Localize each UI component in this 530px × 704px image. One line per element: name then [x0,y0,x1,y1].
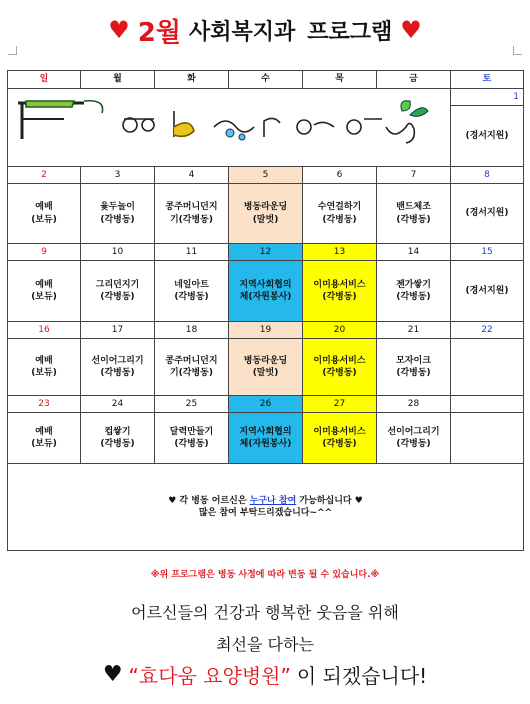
program-cell: 이미용서비스 (각병동) [303,413,377,464]
program-cell: 예배 (보듀) [8,184,81,244]
program-cell: 젠가쌓기 (각병동) [377,261,451,322]
date-cell [451,396,524,413]
date-cell: 2 [8,167,81,184]
date-cell: 4 [155,167,229,184]
weekday-tue: 화 [155,71,229,89]
date-cell: 25 [155,396,229,413]
heart-icon: ♥ [108,16,130,44]
program-cell: (경서지원) [451,184,524,244]
date-cell: 11 [155,244,229,261]
heart-icon: ♥ [400,16,422,44]
february-banner-art [14,97,434,145]
program-cell: 윷두놀이 (각병동) [81,184,155,244]
notice-text: ♥ 각 병동 어르신은 [168,495,247,506]
closing-line-2: 최선을 다하는 [216,635,314,654]
weekday-wed: 수 [229,71,303,89]
closing-line-1: 어르신들의 건강과 행복한 웃음을 위해 [131,603,399,622]
date-cell: 27 [303,396,377,413]
program-cell [451,413,524,464]
program-cell: 네일아트 (각병동) [155,261,229,322]
notice-line-2: 많은 참여 부탁드리겠습니다~^^ [198,508,333,518]
weekday-sat: 토 [451,71,524,89]
date-cell: 14 [377,244,451,261]
notice-row [8,464,524,551]
program-cell: 병동라운딩 (말벗) [229,184,303,244]
date-cell: 13 [303,244,377,261]
title-dept: 사회복지과 [188,19,296,45]
date-cell: 8 [451,167,524,184]
date-cell: 16 [8,322,81,339]
week-1-date-row [8,89,524,106]
week-2-date-row [8,167,524,184]
weekday-sun: 일 [8,71,81,89]
week-2-program-row [8,184,524,244]
date-cell: 19 [229,322,303,339]
program-cell: 지역사회협의 체(자원봉사) [229,413,303,464]
title-month: 2월 [137,17,181,48]
date-cell: 22 [451,322,524,339]
date-cell: 24 [81,396,155,413]
date-cell: 15 [451,244,524,261]
date-cell: 3 [81,167,155,184]
date-cell: 9 [8,244,81,261]
date-cell: 23 [8,396,81,413]
week-5-program-row [8,413,524,464]
hospital-name: “효다움 요양병원” [128,664,291,688]
weekday-thu: 목 [303,71,377,89]
program-cell: 병동라운딩 (말벗) [229,339,303,396]
program-calendar [7,70,524,551]
week-4-date-row [8,322,524,339]
date-cell: 21 [377,322,451,339]
date-cell: 28 [377,396,451,413]
weekday-mon: 월 [81,71,155,89]
program-cell: 예배 (보듀) [8,413,81,464]
program-cell: 달력만들기 (각병동) [155,413,229,464]
program-cell: 콩주머니던지 기(각병동) [155,184,229,244]
program-cell: (경서지원) [451,106,524,167]
weekday-fri: 금 [377,71,451,89]
date-cell: 12 [229,244,303,261]
program-cell: 예배 (보듀) [8,339,81,396]
date-cell: 7 [377,167,451,184]
date-cell: 17 [81,322,155,339]
date-cell: 10 [81,244,155,261]
program-cell: 선이어그리기 (각병동) [377,413,451,464]
program-cell: 선이어그리기 (각병동) [81,339,155,396]
program-cell: 이미용서비스 (각병동) [303,339,377,396]
heart-icon: ♥ [102,662,123,687]
week-3-date-row [8,244,524,261]
program-cell: 그리던지기 (각병동) [81,261,155,322]
closing-line-3 [0,660,530,689]
week-3-program-row [8,261,524,322]
notice-text: 가능하십니다 ♥ [299,495,363,506]
program-cell: 예배 (보듀) [8,261,81,322]
week-4-program-row [8,339,524,396]
program-cell [451,339,524,396]
date-cell: 1 [451,89,524,106]
program-cell: 지역사회협의 체(자원봉사) [229,261,303,322]
program-cell: 모자이크 (각병동) [377,339,451,396]
program-cell: 콩주머니던지 기(각병동) [155,339,229,396]
program-cell: 이미용서비스 (각병동) [303,261,377,322]
notice-highlight: 누구나 참여 [249,495,297,506]
program-cell: (경서지원) [451,261,524,322]
week-5-date-row [8,396,524,413]
program-cell: 밴드체조 (각병동) [377,184,451,244]
notice-cell [8,464,524,551]
february-banner [8,89,451,167]
date-cell: 6 [303,167,377,184]
date-cell: 18 [155,322,229,339]
title-program: 프로그램 [307,19,393,45]
program-cell: 컵쌓기 (각병동) [81,413,155,464]
date-cell: 20 [303,322,377,339]
weekday-header-row [8,71,524,89]
notice-line-1 [8,495,523,507]
date-cell: 26 [229,396,303,413]
change-warning: ※위 프로그램은 병동 사정에 따라 변동 될 수 있습니다.※ [150,570,380,580]
page-title [0,10,530,50]
program-cell: 수연걸하기 (각병동) [303,184,377,244]
date-cell: 5 [229,167,303,184]
closing-text: 이 되겠습니다! [296,664,428,688]
